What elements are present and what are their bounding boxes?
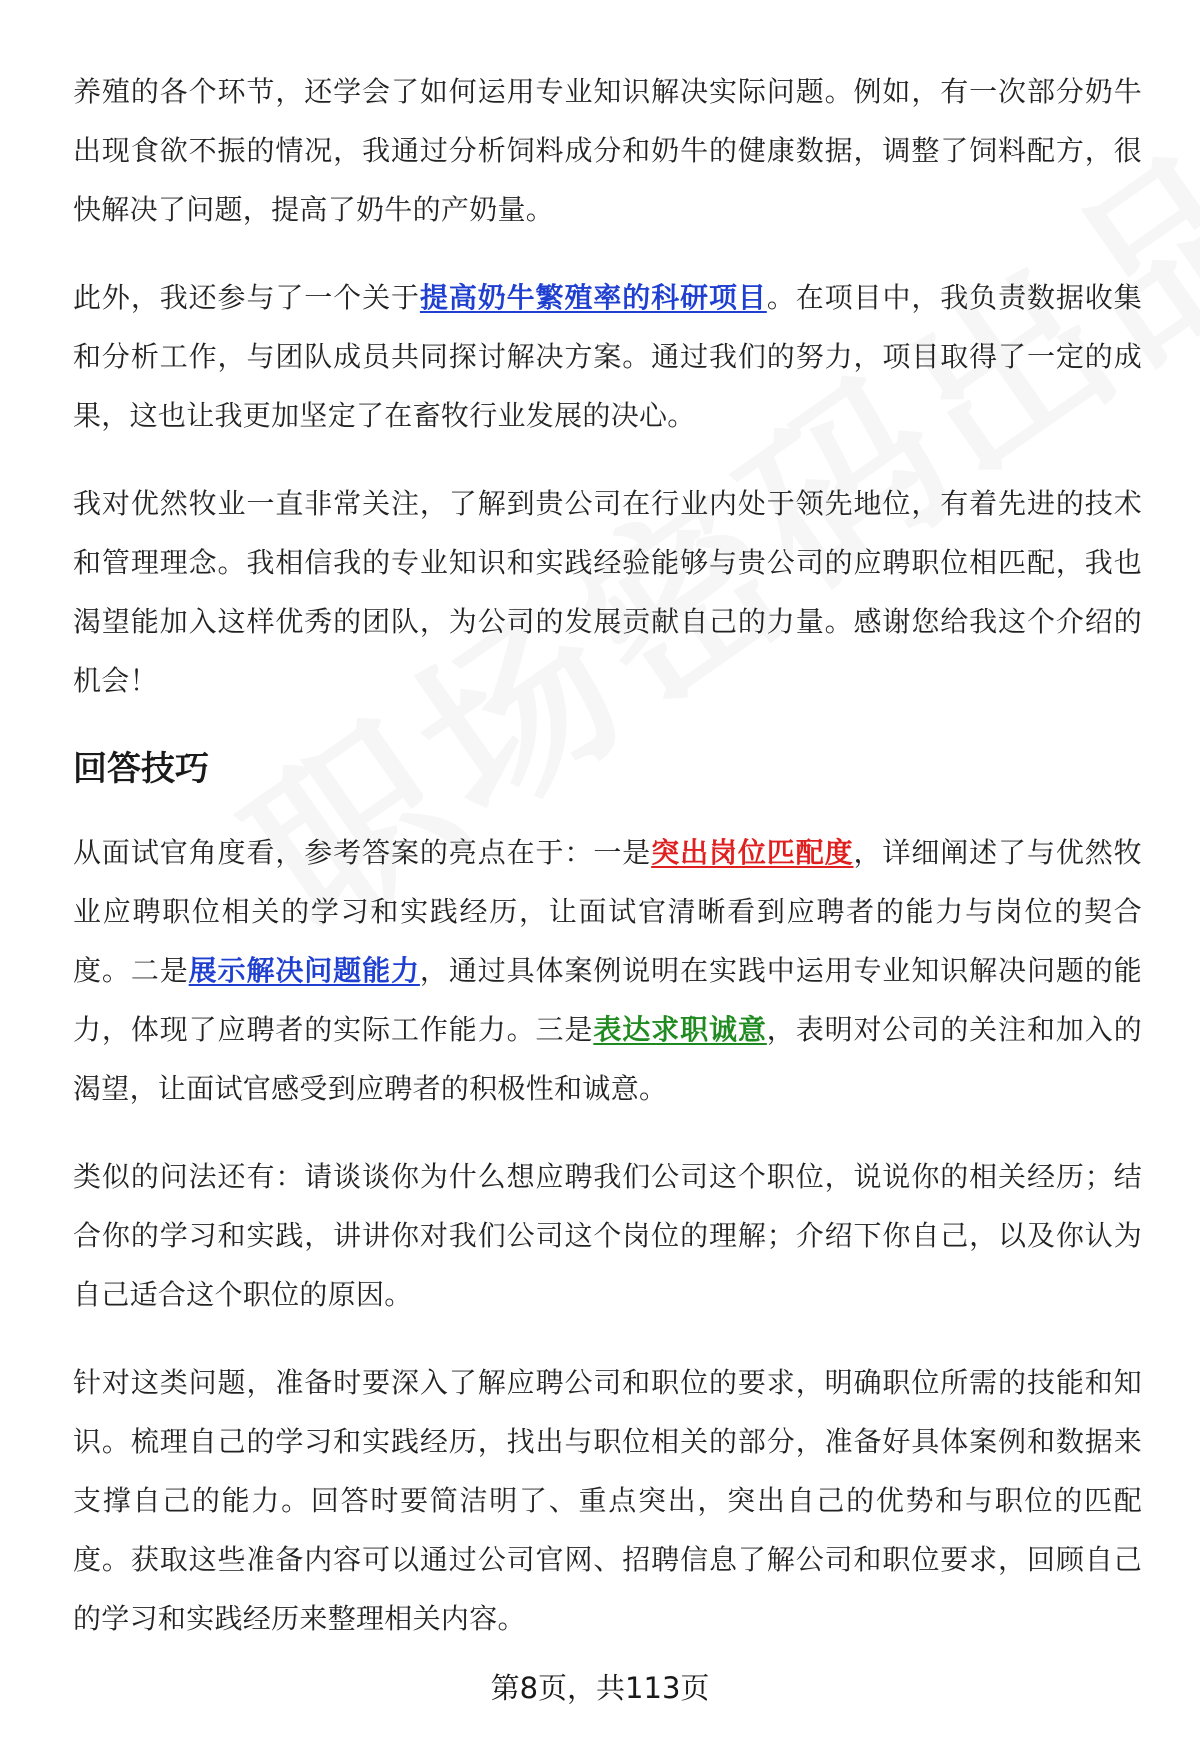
- paragraph-research-after: 。在项目中，我负责数据收集和分析工作，与团队成员共同探讨解决方案。通过我们的努力，项目取得了一定的成果，这也让我更加坚定了在畜牧行业发展的决心。: [73, 281, 1143, 432]
- paragraph-tips-highlights: [73, 823, 1142, 1118]
- highlight-sincerity: 表达求职诚意: [593, 1013, 767, 1046]
- section-heading-answer-tips: 回答技巧: [73, 749, 209, 789]
- page-number-footer: 第8页，共113页: [490, 1671, 710, 1705]
- paragraph-research-before: 此外，我还参与了一个关于: [73, 281, 420, 314]
- tips-text-a: 从面试官角度看，参考答案的亮点在于：一是: [73, 836, 652, 869]
- tips-text-c: ，通过具体案例说明在实践中运用专业知识解决问题的能力，体现了应聘者的实际工作能力。三是: [73, 954, 1142, 1046]
- tips-text-d: ，表明对公司的关注和加入的渴望，让面试官感受到应聘者的积极性和诚意。: [73, 1013, 1142, 1105]
- paragraph-company-interest: 我对优然牧业一直非常关注，了解到贵公司在行业内处于领先地位，有着先进的技术和管理理念。我相信我的专业知识和实践经验能够与贵公司的应聘职位相匹配，我也渴望能加入这样优秀的团队，为公司的发展贡献自己的力量。感谢您给我这个介绍的机会！: [73, 487, 1142, 697]
- paragraph-experience: 养殖的各个环节，还学会了如何运用专业知识解决实际问题。例如，有一次部分奶牛出现食欲不振的情况，我通过分析饲料成分和奶牛的健康数据，调整了饲料配方，很快解决了问题，提高了奶牛的产奶量。: [73, 75, 1142, 226]
- paragraph-research: [73, 268, 1142, 445]
- tips-text-b: ，详细阐述了与优然牧业应聘职位相关的学习和实践经历，让面试官清晰看到应聘者的能力与岗位的契合度。二是: [73, 836, 1142, 987]
- highlight-problem-solving: 展示解决问题能力: [188, 954, 420, 987]
- paragraph-similar-questions: 类似的问法还有：请谈谈你为什么想应聘我们公司这个职位，说说你的相关经历；结合你的学习和实践，讲讲你对我们公司这个岗位的理解；介绍下你自己，以及你认为自己适合这个职位的原因。: [73, 1160, 1142, 1311]
- highlight-research-project: 提高奶牛繁殖率的科研项目: [419, 281, 767, 314]
- highlight-job-match: 突出岗位匹配度: [651, 836, 854, 869]
- paragraph-preparation: 针对这类问题，准备时要深入了解应聘公司和职位的要求，明确职位所需的技能和知识。梳理自己的学习和实践经历，找出与职位相关的部分，准备好具体案例和数据来支撑自己的能力。回答时要简洁明了、重点突出，突出自己的优势和与职位的匹配度。获取这些准备内容可以通过公司官网、招聘信息了解公司和职位要求，回顾自己的学习和实践经历来整理相关内容。: [73, 1366, 1142, 1635]
